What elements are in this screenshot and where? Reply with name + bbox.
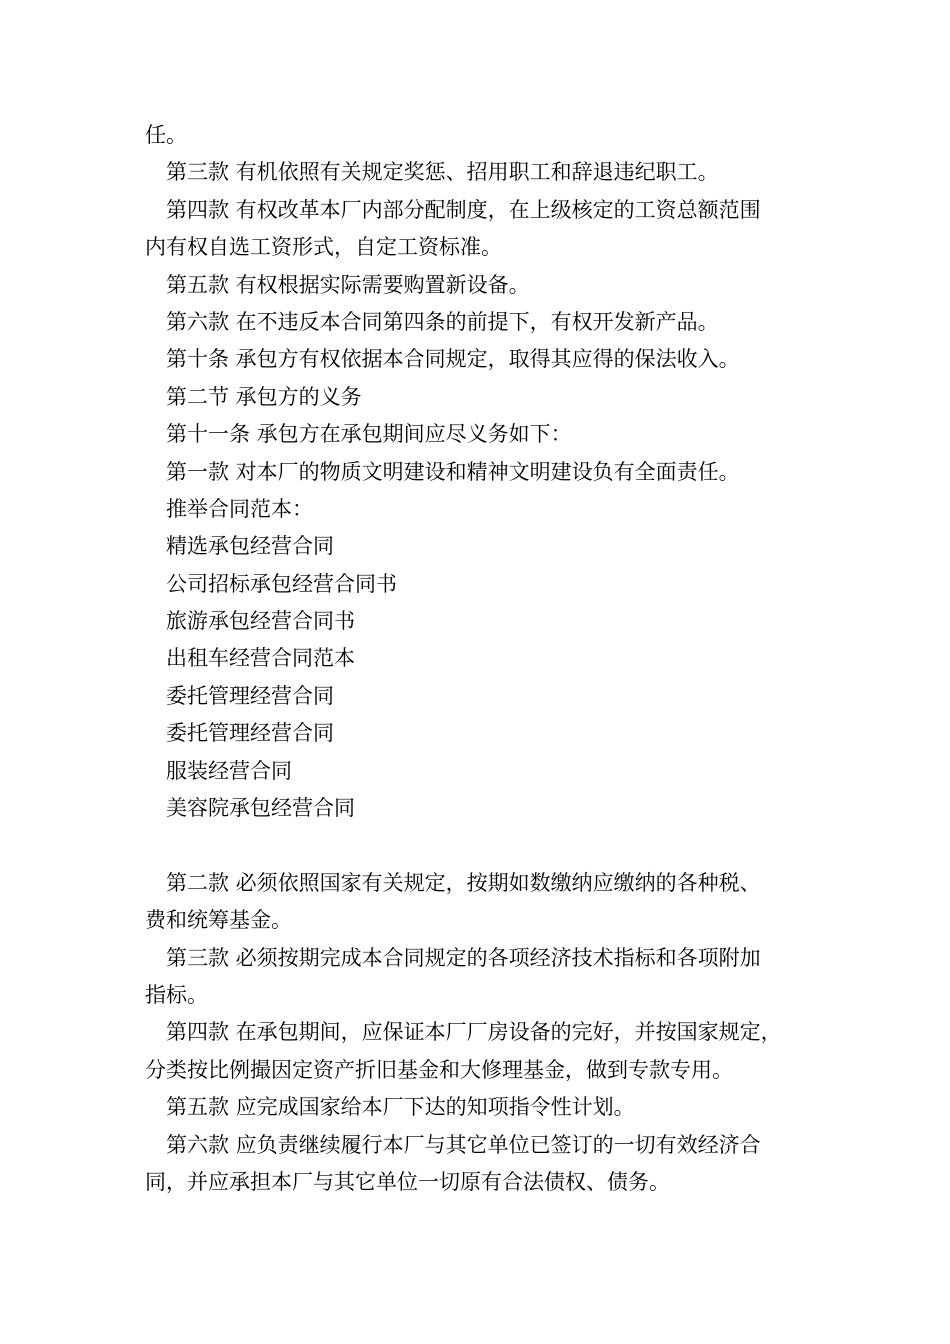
text-line: 美容院承包经营合同 — [166, 796, 355, 821]
text-line: 第一款 对本厂的物质文明建设和精神文明建设负有全面责任。 — [166, 459, 740, 484]
blank-line — [145, 827, 835, 864]
text-line: 旅游承包经营合同书 — [166, 609, 355, 634]
text-line: 第六款 应负责继续履行本厂与其它单位已签订的一切有效经济合 — [166, 1132, 761, 1157]
contract-text-body — [145, 117, 835, 1201]
text-line: 内有权自选工资形式，自定工资标准。 — [145, 235, 502, 260]
text-line: 指标。 — [145, 982, 208, 1007]
text-line: 第十条 承包方有权依据本合同规定，取得其应得的保法收入。 — [166, 347, 740, 372]
text-line: 第四款 有权改革本厂内部分配制度，在上级核定的工资总额范围 — [166, 197, 761, 222]
text-line: 任。 — [145, 123, 187, 147]
text-line: 第五款 应完成国家给本厂下达的知项指令性计划。 — [166, 1095, 635, 1120]
text-line: 第六款 在不违反本合同第四条的前提下，有权开发新产品。 — [166, 309, 719, 334]
text-line: 第四款 在承包期间，应保证本厂厂房设备的完好，并按国家规定， — [166, 1020, 782, 1045]
text-line: 第十一条 承包方在承包期间应尽义务如下： — [166, 422, 572, 447]
text-line: 出租车经营合同范本 — [166, 646, 355, 671]
text-line: 公司招标承包经营合同书 — [166, 571, 397, 596]
text-line: 同，并应承担本厂与其它单位一切原有合法债权、债务。 — [145, 1169, 670, 1194]
text-line: 委托管理经营合同 — [166, 721, 334, 746]
text-line: 第五款 有权根据实际需要购置新设备。 — [166, 272, 530, 297]
text-line: 费和统筹基金。 — [145, 908, 292, 933]
text-line: 第三款 必须按期完成本合同规定的各项经济技术指标和各项附加 — [166, 945, 761, 970]
text-line: 精选承包经营合同 — [166, 534, 334, 559]
text-line: 第二节 承包方的义务 — [166, 384, 362, 409]
text-line: 第二款 必须依照国家有关规定，按期如数缴纳应缴纳的各种税、 — [166, 870, 761, 895]
text-line: 第三款 有机依照有关规定奖惩、招用职工和辞退违纪职工。 — [166, 160, 719, 185]
text-line: 委托管理经营合同 — [166, 683, 334, 708]
text-line: 推举合同范本： — [166, 496, 313, 521]
text-line: 服装经营合同 — [166, 758, 292, 783]
text-line: 分类按比例撮因定资产折旧基金和大修理基金，做到专款专用。 — [145, 1057, 733, 1082]
